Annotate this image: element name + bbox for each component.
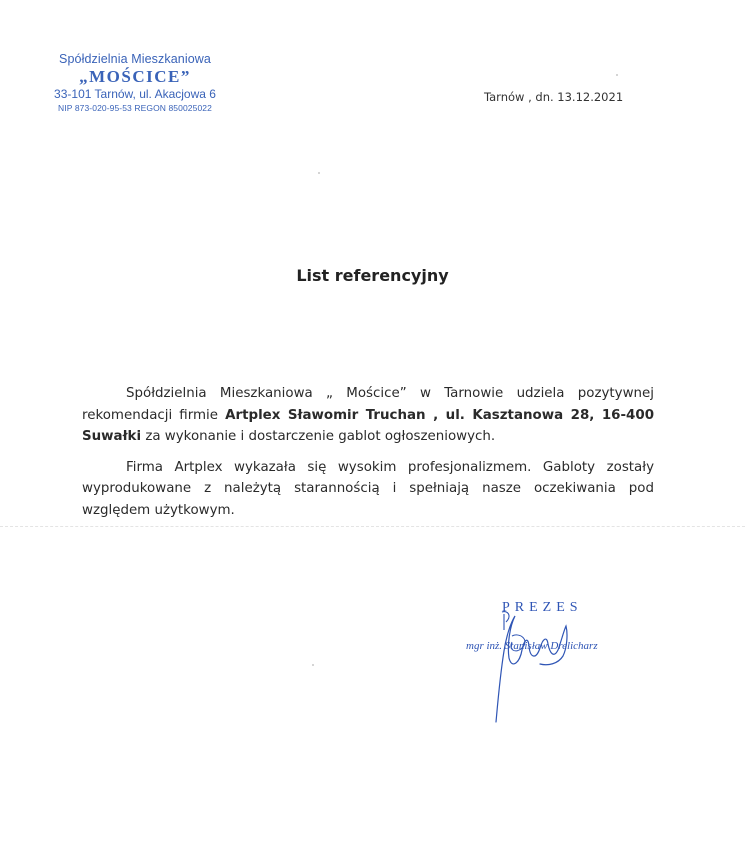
stamp-address: 33-101 Tarnów, ul. Akacjowa 6 <box>54 86 216 101</box>
stamp-organization: Spółdzielnia Mieszkaniowa <box>59 52 211 66</box>
paper-speck <box>616 74 618 76</box>
company-name: Artplex Sławomir Truchan , ul. Kasztanowa 28, 16-400 Suwałki <box>82 407 655 444</box>
paragraph-recommendation <box>82 383 654 448</box>
letter-body <box>82 383 654 521</box>
fold-line <box>0 526 745 527</box>
stamp-registry-ids: NIP 873-020-95-53 REGON 850025022 <box>58 102 212 113</box>
paragraph-rest: za wykonanie i dostarczenie gablot ogłoszeniowych. <box>141 429 496 444</box>
paper-speck <box>318 172 320 174</box>
stamp-signer: mgr inż. Stanisław Drelicharz <box>466 640 598 652</box>
paragraph-intro: Spółdzielnia Mieszkaniowa „ Mościce” w Tarnowie udziela pozytywnej rekomendacji firmie <box>82 386 654 423</box>
letterhead-stamp <box>40 52 230 113</box>
handwritten-signature <box>460 596 660 726</box>
paper-speck <box>312 664 314 666</box>
stamp-title: PREZES <box>502 600 583 615</box>
document-title: List referencyjny <box>296 266 449 285</box>
stamp-name: „MOŚCICE” <box>79 67 191 87</box>
place-date: Tarnów , dn. 13.12.2021 <box>484 90 624 104</box>
signature-stamp <box>460 596 660 726</box>
paragraph-assessment: Firma Artplex wykazała się wysokim profesjonalizmem. Gabloty zostały wyprodukowane z należytą starannością i spełniają nasze oczekiwania pod względem użytkowym. <box>82 459 654 518</box>
